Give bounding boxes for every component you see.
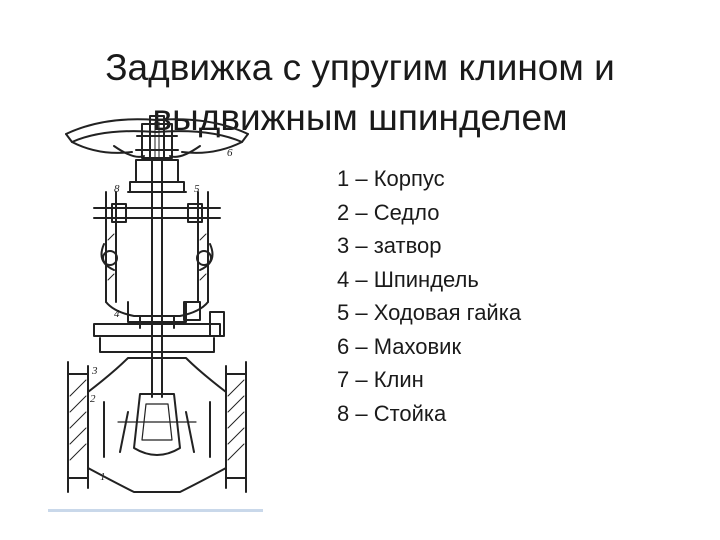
legend-item-yoke: 8 – Стойка [337, 400, 447, 426]
yoke-nut [128, 160, 186, 192]
legend-item-handwheel: 6 – Маховик [337, 333, 462, 359]
callout-2: 2 [90, 393, 96, 405]
parts-legend [337, 162, 521, 430]
wedge [120, 394, 194, 455]
section-hatching [70, 234, 244, 460]
legend-item-wedge: 7 – Клин [337, 367, 424, 392]
title-line-2: выдвижным шпинделем [152, 96, 568, 138]
callout-6: 6 [227, 147, 233, 159]
yoke-frame [94, 192, 220, 316]
gate-valve-drawing [44, 112, 269, 514]
legend-item-body: 1 – Корпус [337, 166, 445, 191]
legend-item-gate: 3 – затвор [337, 233, 442, 258]
handwheel [66, 119, 248, 158]
callout-4: 4 [114, 308, 120, 320]
image-baseline [48, 509, 263, 512]
callout-3: 3 [92, 365, 98, 377]
legend-item-seat: 2 – Седло [337, 199, 440, 225]
callout-8: 8 [114, 183, 120, 195]
title-line-1: Задвижка с упругим клином и [105, 46, 615, 88]
legend-item-stem-nut: 5 – Ходовая гайка [337, 300, 522, 325]
callout-1: 1 [100, 471, 106, 483]
valve-body [68, 358, 246, 492]
legend-item-stem: 4 – Шпиндель [337, 266, 479, 292]
callout-5: 5 [194, 183, 200, 195]
